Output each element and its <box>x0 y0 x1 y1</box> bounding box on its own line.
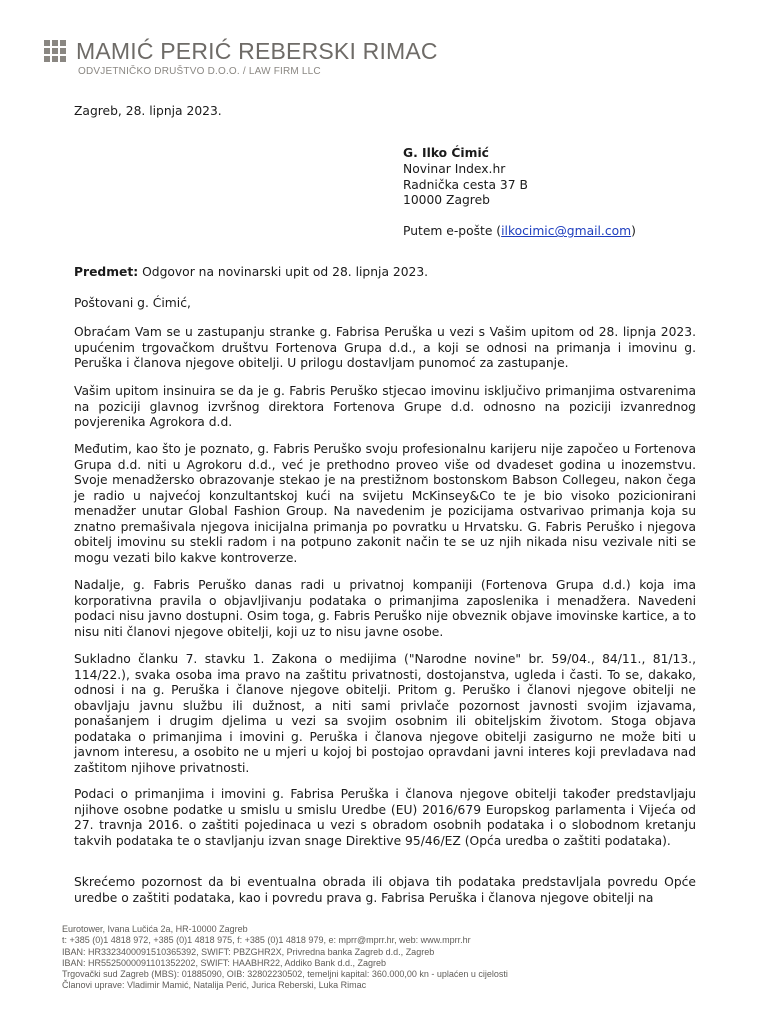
subject-line <box>74 265 428 280</box>
footer-address: Eurotower, Ivana Lučića 2a, HR-10000 Zagreb <box>62 924 248 934</box>
delivery-line <box>403 224 636 240</box>
recipient-address <box>403 146 636 240</box>
logo-squares-icon <box>44 40 66 62</box>
letterhead-footer <box>62 924 702 992</box>
footer-board: Članovi uprave: Vladimir Mamić, Natalija Perić, Jurica Reberski, Luka Rimac <box>62 980 367 991</box>
recipient-line-1: Novinar Index.hr <box>403 161 506 176</box>
subject-text: Odgovor na novinarski upit od 28. lipnja 2023. <box>138 265 429 279</box>
letter-paragraph: Nadalje, g. Fabris Peruško danas radi u privatnoj kompaniji (Fortenova Grupa d.d.) koja ima korporativna pravila o objavljivanju podataka o primanjima zaposlenika i menadžera. Navedeni podaci nisu javno dostupni. Osim toga, g. Fabris Peruško nije obveznik objave imovinske kartice, a to nisu niti članovi njegove obitelji, koji uz to nisu javne osobe. <box>74 578 696 639</box>
footer-iban-pbz: IBAN: HR3323400091510365392, SWIFT: PBZGHR2X, Privredna banka Zagreb d.d., Zagreb <box>62 946 435 957</box>
date-line: Zagreb, 28. lipnja 2023. <box>74 104 222 118</box>
letter-paragraph: Vašim upitom insinuira se da je g. Fabris Peruško stjecao imovinu isključivo primanjima ostvarenima na poziciji glavnog izvršnog direktora Fortenova Grupe d.d. odnosno na poziciji izvanrednog povjerenika Agrokora d.d. <box>74 384 696 429</box>
recipient-line-3: 10000 Zagreb <box>403 193 490 208</box>
footer-iban-addiko: IBAN: HR5525000091101352202, SWIFT: HAABHR22, Addiko Bank d.d., Zagreb <box>62 957 387 968</box>
footer-contacts: t: +385 (0)1 4818 972, +385 (0)1 4818 975, f: +385 (0)1 4818 979, e: mprr@mprr.hr, web: www.mprr.hr <box>62 935 471 946</box>
footer-registry: Trgovački sud Zagreb (MBS): 01885090, OIB: 32802230502, temeljni kapital: 360.000,00 kn - uplaćen u cijelosti <box>62 969 508 980</box>
firm-subtitle: ODVJETNIČKO DRUŠTVO D.O.O. / LAW FIRM LLC <box>78 66 321 77</box>
email-prefix: Putem e-pošte ( <box>403 224 502 239</box>
letter-paragraph: Međutim, kao što je poznato, g. Fabris Peruško svoju profesionalnu karijeru nije započeo u Fortenova Grupa d.d. niti u Agrokoru d.d., već je prethodno proveo više od dvadeset godina u inozemstvu. Svoje menadžersko obrazovanje stekao je na prestižnom bostonskom Babson Collegeu, nakon čega je radio u najvećoj konzultantskoj kući na svijetu McKinsey&Co te je bio visoko pozicionirani menadžer unutar Global Fashion Group. Na navedenim je pozicijama ostvarivao primanja koja su znatno premašivala njegova inicijalna primanja po povratku u Hrvatsku. G. Fabris Peruško i njegova obitelj imovinu su stekli radom i na potpuno zakonit način te se uz njih nikada nisu vezivale niti se mogu vezati bilo kakve kontroverze. <box>74 442 696 565</box>
firm-name: MAMIĆ PERIĆ REBERSKI RIMAC <box>76 38 438 64</box>
letter-paragraph: Sukladno članku 7. stavku 1. Zakona o medijima ("Narodne novine" br. 59/04., 84/11., 81/13., 114/22.), svaka osoba ima pravo na zaštitu privatnosti, dostojanstva, ugleda i časti. To se, dakako, odnosi i na g. Peruška i članove njegove obitelji. Pritom g. Peruško i članovi njegove obitelji ne obavljaju javnu službu ili dužnost, a niti sami privlače pozornost javnosti svojim izjavama, ponašanjem i drugim djelima u vezi sa svojim osobnim ili obiteljskim životom. Stoga objava podataka o primanjima i imovini g. Peruška i članova njegove obitelji zasigurno ne može biti u javnom interesu, a osobito ne u mjeri u kojoj bi postojao opravdani javni interes koji prevladava nad zaštitom njihove privatnosti. <box>74 652 696 775</box>
recipient-line-2: Radnička cesta 37 B <box>403 177 528 192</box>
recipient-name: G. Ilko Ćimić <box>403 146 489 160</box>
email-link[interactable]: ilkocimic@gmail.com <box>501 224 632 239</box>
subject-label: Predmet: <box>74 265 139 279</box>
email-suffix: ) <box>631 224 636 239</box>
letter-paragraph: Obraćam Vam se u zastupanju stranke g. Fabrisa Peruška u vezi s Vašim upitom od 28. lipnja 2023. upućenim trgovačkom društvu Fortenova Grupa d.d., a koji se odnosi na primanja i imovinu g. Peruška i članova njegove obitelji. U prilogu dostavljam punomoć za zastupanje. <box>74 325 696 370</box>
letter-paragraph: Skrećemo pozornost da bi eventualna obrada ili objava tih podataka predstavljala povredu Opće uredbe o zaštiti podataka, kao i povredu prava g. Fabrisa Peruška i članova njegove obitelji na <box>74 875 696 905</box>
salutation: Poštovani g. Ćimić, <box>74 296 191 310</box>
letter-paragraph: Podaci o primanjima i imovini g. Fabrisa Peruška i članova njegove obitelji također predstavljaju njihove osobne podatke u smislu u smislu Uredbe (EU) 2016/679 Europskog parlamenta i Vijeća od 27. travnja 2016. o zaštiti pojedinaca u vezi s obradom osobnih podataka i o slobodnom kretanju takvih podataka te o stavljanju izvan snage Direktive 95/46/EZ (Opća uredba o zaštiti podataka). <box>74 787 696 848</box>
